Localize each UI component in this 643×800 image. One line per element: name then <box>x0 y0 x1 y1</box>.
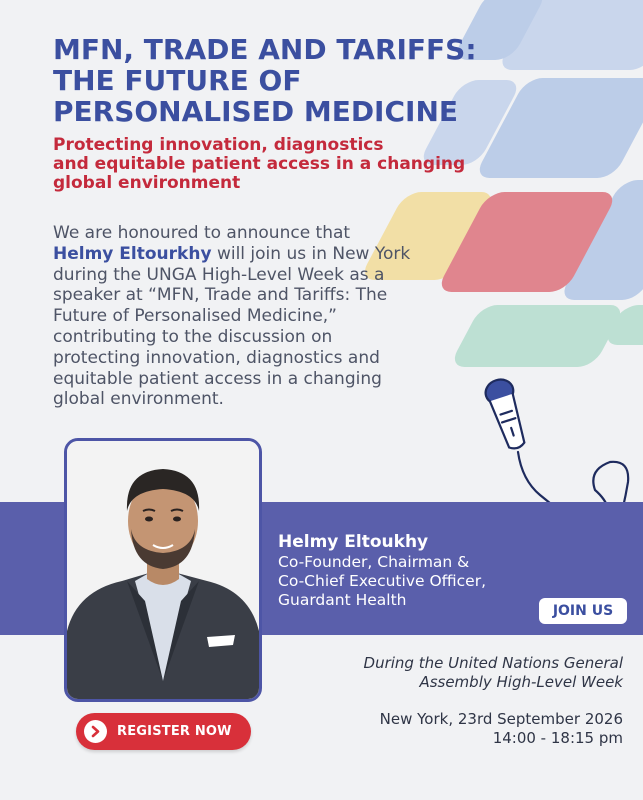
announcement-line-9: global environment. <box>53 389 224 410</box>
speaker-organisation: Guardant Health <box>278 591 407 609</box>
chevron-right-icon <box>84 720 107 743</box>
announcement-line-5: Future of Personalised Medicine,” <box>53 306 337 327</box>
event-time: 14:00 - 18:15 pm <box>492 729 623 747</box>
announcement-line-7: protecting innovation, diagnostics and <box>53 347 380 368</box>
register-now-label: REGISTER NOW <box>117 724 232 739</box>
announcement-line-4: speaker at “MFN, Trade and Tariffs: The <box>53 285 388 306</box>
headline-line-2: THE FUTURE OF <box>53 64 302 97</box>
join-us-badge: JOIN US <box>539 598 627 624</box>
subheadline-line-1: Protecting innovation, diagnostics <box>53 135 384 155</box>
event-date: New York, 23rd September 2026 <box>379 710 623 728</box>
speaker-portrait-illustration <box>67 441 259 699</box>
headline <box>53 34 503 127</box>
announcement-line-8: equitable patient access in a changing <box>53 368 382 389</box>
speaker-name-highlight: Helmy Eltourkhy <box>53 243 212 264</box>
speaker-name: Helmy Eltoukhy <box>278 532 429 552</box>
headline-line-3: PERSONALISED MEDICINE <box>53 95 459 128</box>
announcement-line-3: during the UNGA High-Level Week as a <box>53 264 385 285</box>
announcement-line-1: We are honoured to announce that <box>53 223 351 243</box>
subheadline <box>53 136 523 193</box>
event-context-line-1: During the United Nations General <box>363 654 623 672</box>
announcement-line-6: contributing to the discussion on <box>53 326 333 347</box>
speaker-role <box>278 553 548 610</box>
speaker-role-line-2: Co-Chief Executive Officer, <box>278 572 486 590</box>
speaker-photo <box>64 438 262 702</box>
register-now-button[interactable] <box>76 713 251 750</box>
event-context-line-2: Assembly High-Level Week <box>419 673 623 691</box>
speaker-role-line-1: Co-Founder, Chairman & <box>278 553 470 571</box>
announcement-line-2: will join us in New York <box>216 243 411 264</box>
subheadline-line-3: global environment <box>53 173 241 193</box>
headline-line-1: MFN, TRADE AND TARIFFS: <box>53 33 477 66</box>
announcement-text <box>53 223 483 410</box>
subheadline-line-2: and equitable patient access in a changing <box>53 154 466 174</box>
